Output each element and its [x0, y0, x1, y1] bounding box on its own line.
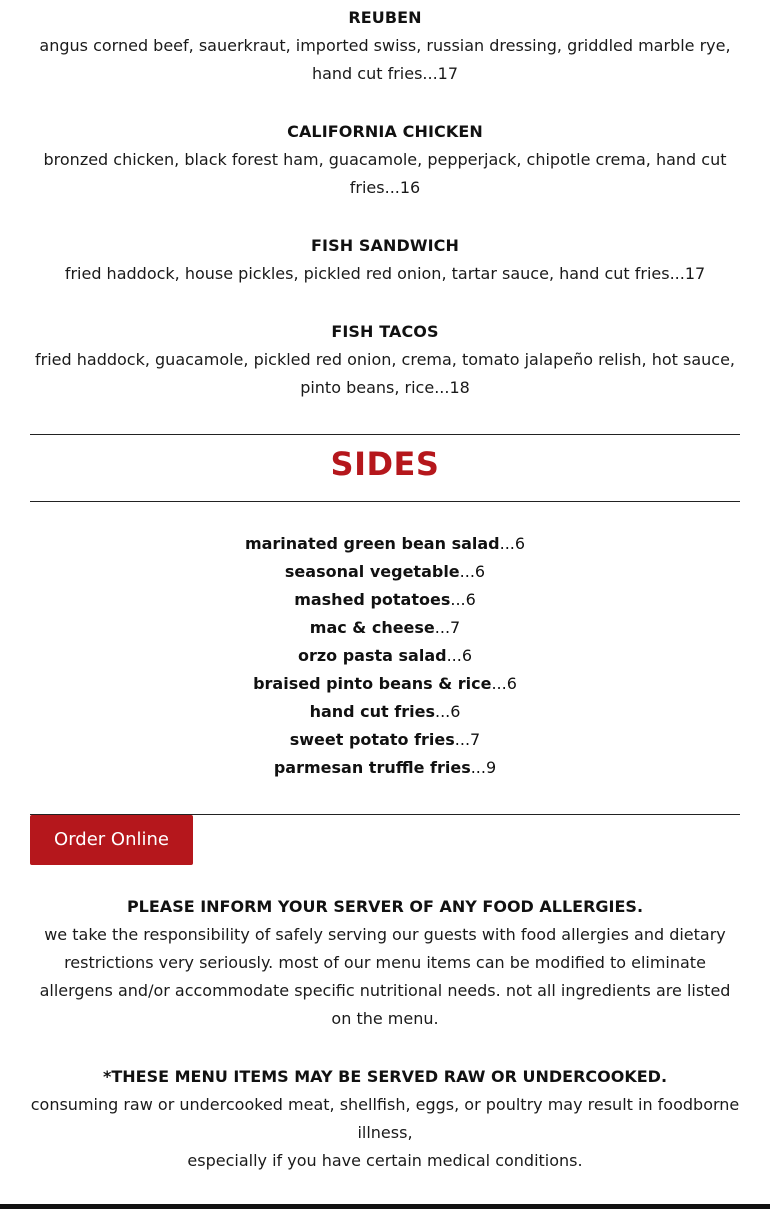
sides-list [30, 530, 740, 782]
menu-item-description: fried haddock, guacamole, pickled red onion, crema, tomato jalapeño relish, hot sauce, pinto beans, rice...18 [35, 350, 735, 397]
allergy-notice-heading: PLEASE INFORM YOUR SERVER OF ANY FOOD ALLERGIES. [126, 897, 644, 916]
side-item [30, 698, 740, 726]
side-item-name: seasonal vegetable [284, 562, 460, 581]
raw-food-notice-body-line-1: consuming raw or undercooked meat, shellfish, eggs, or poultry may result in foodborne illness, [30, 1095, 740, 1142]
menu-item-name: FISH SANDWICH [311, 236, 459, 255]
allergy-notice [30, 893, 740, 1033]
raw-food-notice-body-line-2: especially if you have certain medical conditions. [187, 1151, 583, 1170]
side-item-name: mac & cheese [309, 618, 435, 637]
side-item-price: ...6 [499, 534, 526, 553]
side-item [30, 754, 740, 782]
menu-item-description: angus corned beef, sauerkraut, imported swiss, russian dressing, griddled marble rye, hand cut fries...17 [39, 36, 731, 83]
menu-item-name: REUBEN [348, 8, 422, 27]
side-item-name: hand cut fries [309, 702, 435, 721]
menu-item-name: CALIFORNIA CHICKEN [287, 122, 483, 141]
side-item-price: ...6 [459, 562, 486, 581]
side-item-price: ...7 [434, 618, 461, 637]
side-item-price: ...9 [470, 758, 497, 777]
side-item-name: parmesan truffle fries [273, 758, 471, 777]
side-item-price: ...6 [446, 646, 473, 665]
raw-food-notice [30, 1063, 740, 1175]
side-item [30, 558, 740, 586]
menu-item-reuben [30, 4, 740, 88]
side-item-name: braised pinto beans & rice [253, 674, 492, 693]
section-divider-top [30, 434, 740, 435]
side-item [30, 642, 740, 670]
menu-item-description: fried haddock, house pickles, pickled red onion, tartar sauce, hand cut fries...17 [64, 264, 706, 283]
side-item-price: ...6 [450, 590, 476, 609]
menu-item-name: FISH TACOS [331, 322, 439, 341]
side-item-name: mashed potatoes [294, 590, 451, 609]
sides-section-title: SIDES [330, 445, 440, 483]
section-divider-bottom [30, 501, 740, 502]
menu-item-description: bronzed chicken, black forest ham, guacamole, pepperjack, chipotle crema, hand cut fries...16 [43, 150, 727, 197]
side-item-price: ...6 [491, 674, 517, 693]
side-item-name: sweet potato fries [289, 730, 455, 749]
side-item-name: orzo pasta salad [297, 646, 447, 665]
side-item [30, 614, 740, 642]
allergy-notice-body: we take the responsibility of safely serving our guests with food allergies and dietary restrictions very seriously. most of our menu items can be modified to eliminate allergens and/or accommodate specific nutritional needs. not all ingredients are listed on the menu. [39, 925, 731, 1028]
menu-item-fish-tacos [30, 318, 740, 402]
side-item [30, 530, 740, 558]
side-item [30, 726, 740, 754]
side-item-price: ...6 [434, 702, 461, 721]
side-item-name: marinated green bean salad [244, 534, 500, 553]
order-online-button[interactable]: Order Online [30, 815, 193, 865]
side-item [30, 670, 740, 698]
side-item [30, 586, 740, 614]
side-item-price: ...7 [454, 730, 481, 749]
menu-item-california-chicken [30, 118, 740, 202]
menu-item-fish-sandwich [30, 232, 740, 288]
raw-food-notice-heading: *THESE MENU ITEMS MAY BE SERVED RAW OR UNDERCOOKED. [102, 1067, 668, 1086]
footer-bar [0, 1204, 770, 1209]
